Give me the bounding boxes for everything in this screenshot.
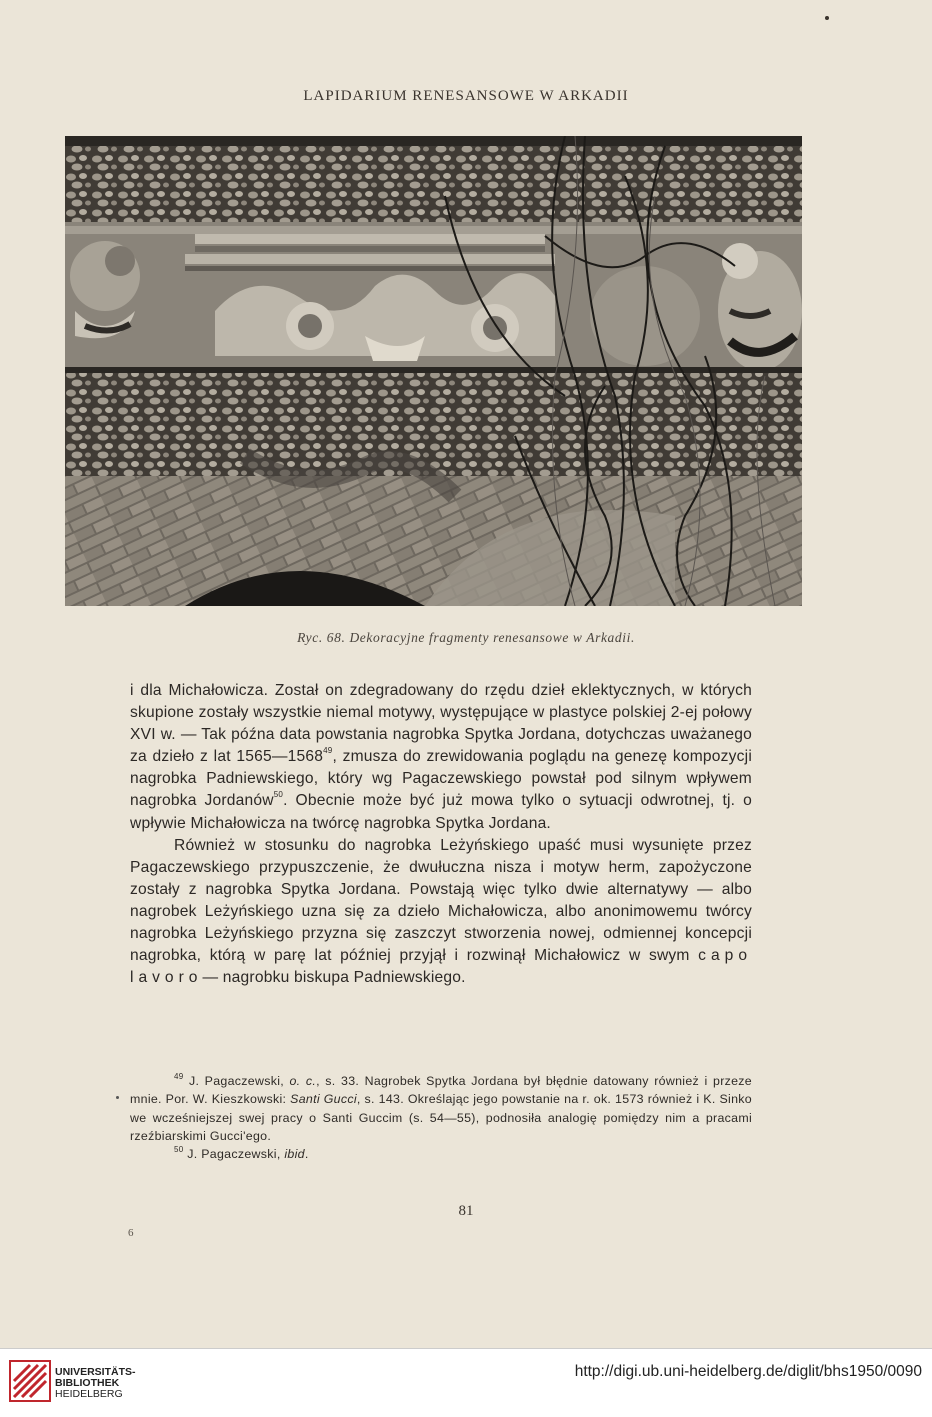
emphasis-capo-lavoro: capo lavoro	[130, 947, 752, 987]
paragraph-2	[130, 835, 752, 990]
margin-dot	[116, 1096, 119, 1099]
footnote-italic: Santi Gucci	[290, 1092, 357, 1107]
footnote-text: , s. 33. Nagrobek Spytka Jordana był błędnie datowany również i przeze mnie. Por. W. Kieszkowski:	[130, 1074, 752, 1107]
library-name[interactable]	[55, 1367, 136, 1400]
footnote-italic: o. c.	[289, 1074, 317, 1088]
footnote-50	[130, 1145, 752, 1163]
footnote-ref-49: 49	[323, 746, 333, 756]
relief-photo-illustration	[65, 136, 802, 606]
paragraph-1-text-c: . Obecnie może być już mowa tylko o sytuacji odwrotnej, tj. o wpływie Michałowicza na twórcę nagrobka Spytka Jordana.	[130, 792, 752, 832]
footnote-text: J. Pagaczewski,	[183, 1147, 285, 1162]
footnotes	[130, 1072, 752, 1163]
running-title: LAPIDARIUM RENESANSOWE W ARKADII	[303, 88, 629, 104]
library-name-line-1: UNIVERSITÄTS-	[55, 1366, 136, 1378]
footnote-text: , s. 143. Określając jego powstanie na r. ok. 1573 również i K. Sinko we wcześniejszej swej pracy o Santi Guccim (s. 54—55), podnosiła analogię pomiędzy nim a pracami rzeźbiarskimi Gucci'ego.	[130, 1092, 752, 1143]
paragraph-1-text-a: i dla Michałowicza. Został on zdegradowany do rzędu dzieł eklektycznych, w których skupione zostały wszystkie niemal motywy, występujące w plastyce polskiej 2-ej połowy XVI w. — Tak późna data powstania nagrobka Spytka Jordana, dotychczas uważanego za dzieło z lat 1565—1568	[130, 682, 752, 766]
digitization-footer	[0, 1348, 932, 1417]
library-name-line-3: HEIDELBERG	[55, 1388, 123, 1400]
footnote-ref-50: 50	[273, 790, 284, 800]
paragraph-1-text-b: , zmusza do zrewidowania poglądu na genezę kompozycji nagrobka Padniewskiego, który wg Pagaczewskiego powstał pod silnym wpływem nagrobka Jordanów	[130, 748, 752, 810]
library-logo-icon[interactable]	[8, 1359, 52, 1403]
signature-mark: 6	[128, 1227, 134, 1239]
footnote-number: 50	[174, 1145, 184, 1155]
paragraph-2-text-b: — nagrobku biskupa Padniewskiego.	[202, 969, 466, 987]
body-text	[130, 680, 752, 989]
footnote-text: J. Pagaczewski,	[183, 1074, 290, 1088]
paragraph-1	[130, 680, 752, 835]
footnote-number: 49	[174, 1072, 184, 1081]
figure-caption: Ryc. 68. Dekoracyjne fragmenty renesansowe w Arkadii.	[297, 630, 635, 645]
footnote-text: .	[304, 1147, 309, 1162]
library-name-line-2: BIBLIOTHEK	[55, 1377, 120, 1389]
page-number: 81	[458, 1203, 474, 1219]
permalink-url[interactable]: http://digi.ub.uni-heidelberg.de/diglit/bhs1950/0090	[574, 1363, 922, 1380]
page-dot-mark	[825, 16, 829, 20]
footnote-49	[130, 1072, 752, 1145]
paragraph-2-text-a: Również w stosunku do nagrobka Leżyńskiego upaść musi wysunięte przez Pagaczewskiego przypuszczenie, że dwułuczna nisza i motyw herm, zapożyczone zostały z nagrobka Spytka Jordana. Powstają więc tylko dwie alternatywy — albo nagrobek Leżyńskiego uzna się za dzieło Michałowicza, albo anonimowemu twórcy nagrobka Leżyńskiego przyzna się zaszczyt stworzenia nowej, odmiennej koncepcji nagrobka, którą w parę lat później przyjął i rozwinął Michałowicz w swym	[130, 836, 752, 965]
figure-photograph	[65, 136, 802, 606]
footnote-italic: ibid	[284, 1147, 305, 1162]
